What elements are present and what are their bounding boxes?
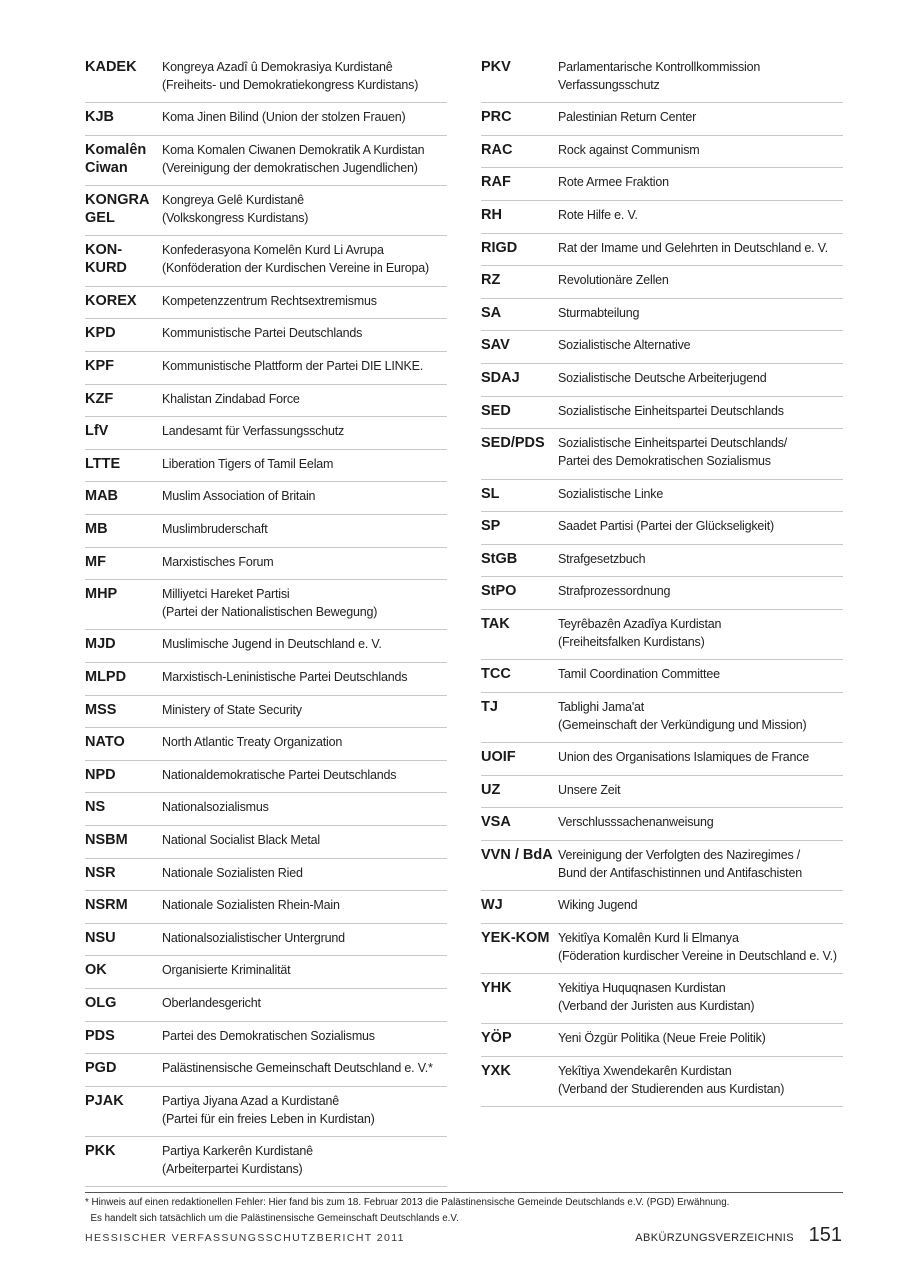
abbreviation: VVN / BdA xyxy=(481,846,553,863)
glossary-entry xyxy=(85,956,447,989)
abbreviation-definition: Koma Komalen Ciwanen Demokratik A Kurdistan (Vereinigung der demokratischen Jugendlichen) xyxy=(162,142,425,175)
abbreviation: MJD xyxy=(85,636,116,653)
abbreviation: SAV xyxy=(481,337,510,354)
abbreviation-definition: North Atlantic Treaty Organization xyxy=(162,735,343,750)
abbreviation: WJ xyxy=(481,897,503,914)
abbreviation-definition: Rote Hilfe e. V. xyxy=(558,208,638,223)
abbreviation: KON- KURD xyxy=(85,242,127,277)
abbreviation: NSBM xyxy=(85,831,128,848)
section-title: ABKÜRZUNGSVERZEICHNIS xyxy=(635,1232,794,1244)
abbreviation: YÖP xyxy=(481,1030,512,1047)
glossary-entry xyxy=(85,515,447,548)
abbreviation: TCC xyxy=(481,666,511,683)
glossary-entry xyxy=(481,693,843,743)
glossary-entry xyxy=(85,482,447,515)
abbreviation-definition: Marxistisch-Leninistische Partei Deutschlands xyxy=(162,670,408,685)
abbreviation-definition: Yekîtiya Xwendekarên Kurdistan (Verband der Studierenden aus Kurdistan) xyxy=(558,1063,785,1096)
abbreviation: UZ xyxy=(481,781,501,798)
glossary-entry xyxy=(481,743,843,776)
abbreviation-definition: Oberlandesgericht xyxy=(162,995,261,1010)
abbreviation-definition: Parlamentarische Kontrollkommission Verfassungsschutz xyxy=(558,60,761,92)
abbreviation-definition: Organisierte Kriminalität xyxy=(162,963,291,978)
abbreviation-definition: Union des Organisations Islamiques de France xyxy=(558,750,810,765)
abbreviation-definition: Rock against Communism xyxy=(558,142,700,157)
glossary-entry xyxy=(85,287,447,320)
abbreviation: OK xyxy=(85,962,107,979)
glossary-entry xyxy=(85,696,447,729)
glossary-entry xyxy=(481,234,843,267)
abbreviation: KPF xyxy=(85,357,114,374)
abbreviation: Komalên Ciwan xyxy=(85,141,147,176)
glossary-entry xyxy=(85,630,447,663)
abbreviation: MB xyxy=(85,520,108,537)
page-number: 151 xyxy=(808,1224,842,1246)
glossary-entry xyxy=(481,577,843,610)
abbreviation: RAC xyxy=(481,141,513,158)
abbreviation-definition: Koma Jinen Bilind (Union der stolzen Frauen) xyxy=(162,110,406,125)
abbreviation-definition: Muslim Association of Britain xyxy=(162,489,316,504)
footnote-rule xyxy=(85,1192,843,1193)
footnote-line: * Hinweis auf einen redaktionellen Fehler: Hier fand bis zum 18. Februar 2013 die Palästinensische Gemeinde Deutschlands e.V. (PGD) Erwähnung. xyxy=(85,1197,730,1208)
glossary-entry xyxy=(85,417,447,450)
glossary-entry xyxy=(85,924,447,957)
abbreviation-definition: Unsere Zeit xyxy=(558,782,621,797)
abbreviation-definition: Teyrêbazên Azadîya Kurdistan (Freiheitsfalken Kurdistans) xyxy=(558,616,722,649)
abbreviation: RIGD xyxy=(481,239,518,256)
glossary-entry xyxy=(481,397,843,430)
abbreviation-definition: Strafgesetzbuch xyxy=(558,551,646,566)
footnote xyxy=(85,1195,843,1227)
abbreviation-definition: Kongreya Azadî û Demokrasiya Kurdistanê (Freiheits- und Demokratiekongress Kurdistans) xyxy=(162,60,419,92)
abbreviation: YXK xyxy=(481,1062,511,1079)
abbreviation: TJ xyxy=(481,698,498,715)
glossary-entry xyxy=(481,891,843,924)
abbreviation-definition: Partiya Jiyana Azad a Kurdistanê (Partei für ein freies Leben in Kurdistan) xyxy=(162,1093,375,1126)
glossary-entry xyxy=(85,450,447,483)
glossary-entry xyxy=(481,201,843,234)
abbreviation: PRC xyxy=(481,109,512,126)
abbreviation: KPD xyxy=(85,325,116,342)
abbreviation: StGB xyxy=(481,550,518,567)
abbreviation-definition: Nationale Sozialisten Rhein-Main xyxy=(162,898,340,913)
abbreviation: SED xyxy=(481,402,511,419)
glossary-entry xyxy=(85,1137,447,1187)
abbreviation: KADEK xyxy=(85,59,137,75)
abbreviation-definition: Yeni Özgür Politika (Neue Freie Politik) xyxy=(558,1031,766,1046)
glossary-entry xyxy=(85,989,447,1022)
abbreviation-definition: Verschlusssachenanweisung xyxy=(558,815,714,830)
glossary-entry xyxy=(481,1057,843,1107)
glossary-entry xyxy=(85,761,447,794)
abbreviation-definition: Kongreya Gelê Kurdistanê (Volkskongress Kurdistans) xyxy=(162,193,309,226)
abbreviation: UOIF xyxy=(481,749,516,766)
glossary-entry xyxy=(481,364,843,397)
abbreviation-definition: Nationale Sozialisten Ried xyxy=(162,865,303,880)
glossary-entry xyxy=(85,53,447,103)
abbreviation: StPO xyxy=(481,583,517,600)
abbreviation: PKK xyxy=(85,1143,116,1160)
abbreviation-definition: Sozialistische Deutsche Arbeiterjugend xyxy=(558,371,767,386)
glossary-entry xyxy=(85,859,447,892)
abbreviation-definition: Kommunistische Partei Deutschlands xyxy=(162,326,363,341)
abbreviation: SED/PDS xyxy=(481,435,545,452)
abbreviation-definition: Marxistisches Forum xyxy=(162,554,274,569)
abbreviation-definition: Palästinensische Gemeinschaft Deutschland e. V.* xyxy=(162,1061,433,1076)
abbreviation-definition: Khalistan Zindabad Force xyxy=(162,391,300,406)
glossary-entry xyxy=(85,580,447,630)
glossary-entry xyxy=(481,808,843,841)
abbreviation-definition: Sozialistische Einheitspartei Deutschlands xyxy=(558,403,784,418)
footnote-line: Es handelt sich tatsächlich um die Palästinensische Gemeinschaft Deutschlands e.V. xyxy=(85,1213,459,1224)
glossary-entry xyxy=(481,53,843,103)
abbreviation-definition: Partiya Karkerên Kurdistanê (Arbeiterpartei Kurdistans) xyxy=(162,1144,313,1177)
abbreviation: KOREX xyxy=(85,292,137,309)
abbreviation: YHK xyxy=(481,980,512,997)
glossary-entry xyxy=(481,776,843,809)
abbreviation-definition: Yekitiya Huquqnasen Kurdistan (Verband der Juristen aus Kurdistan) xyxy=(558,981,755,1014)
abbreviation: LTTE xyxy=(85,455,121,472)
abbreviation: MF xyxy=(85,553,106,570)
abbreviation-definition: Sozialistische Alternative xyxy=(558,338,691,353)
glossary-entry xyxy=(85,385,447,418)
abbreviation: VSA xyxy=(481,814,511,831)
abbreviation: NSR xyxy=(85,864,116,881)
abbreviation: PJAK xyxy=(85,1092,124,1109)
abbreviation-definition: National Socialist Black Metal xyxy=(162,832,320,847)
abbreviation-definition: Saadet Partisi (Partei der Glückseligkeit) xyxy=(558,519,774,534)
abbreviation: PKV xyxy=(481,59,511,75)
glossary-entry xyxy=(85,663,447,696)
running-title: HESSISCHER VERFASSUNGSSCHUTZBERICHT 2011 xyxy=(85,1232,405,1244)
glossary-entry xyxy=(85,891,447,924)
abbreviation-definition: Nationaldemokratische Partei Deutschlands xyxy=(162,767,397,782)
abbreviation-definition: Partei des Demokratischen Sozialismus xyxy=(162,1028,375,1043)
abbreviation: KJB xyxy=(85,109,115,126)
glossary-entry xyxy=(85,728,447,761)
abbreviation: PGD xyxy=(85,1060,117,1077)
glossary-entry xyxy=(85,186,447,236)
abbreviation-definition: Sozialistische Einheitspartei Deutschlands/ Partei des Demokratischen Sozialismus xyxy=(558,436,788,469)
abbreviation: SP xyxy=(481,518,501,535)
glossary-entry xyxy=(481,299,843,332)
abbreviation-definition: Nationalsozialistischer Untergrund xyxy=(162,930,345,945)
abbreviation: PDS xyxy=(85,1027,115,1044)
abbreviation-definition: Liberation Tigers of Tamil Eelam xyxy=(162,456,334,471)
abbreviation: SA xyxy=(481,304,502,321)
abbreviation: SDAJ xyxy=(481,370,520,387)
glossary-entry xyxy=(481,429,843,479)
glossary-entry xyxy=(481,660,843,693)
glossary-entry xyxy=(481,924,843,974)
glossary-entry xyxy=(481,266,843,299)
glossary-entry xyxy=(85,236,447,286)
abbreviation-definition: Nationalsozialismus xyxy=(162,800,269,815)
abbreviation-definition: Vereinigung der Verfolgten des Naziregimes / Bund der Antifaschistinnen und Antifaschisten xyxy=(558,847,802,880)
right-column xyxy=(481,53,843,1107)
abbreviation: LfV xyxy=(85,423,109,440)
glossary-entry xyxy=(85,793,447,826)
glossary-entry xyxy=(85,136,447,186)
abbreviation: SL xyxy=(481,485,500,502)
abbreviation: MLPD xyxy=(85,669,127,686)
abbreviation-definition: Ministery of State Security xyxy=(162,702,302,717)
glossary-entry xyxy=(481,545,843,578)
abbreviation: RH xyxy=(481,207,502,224)
glossary-entry xyxy=(481,480,843,513)
abbreviation-definition: Tablighi Jama'at (Gemeinschaft der Verkündigung und Mission) xyxy=(558,699,807,732)
glossary-entry xyxy=(481,841,843,891)
glossary-entry xyxy=(85,319,447,352)
glossary-entry xyxy=(481,331,843,364)
abbreviation: NSRM xyxy=(85,897,128,914)
glossary-entry xyxy=(85,103,447,136)
abbreviation-definition: Revolutionäre Zellen xyxy=(558,273,669,288)
abbreviation-definition: Muslimische Jugend in Deutschland e. V. xyxy=(162,637,382,652)
abbreviation: YEK-KOM xyxy=(481,929,550,946)
abbreviation: MAB xyxy=(85,488,119,505)
abbreviation-definition: Konfederasyona Komelên Kurd Li Avrupa (Konföderation der Kurdischen Vereine in Europa) xyxy=(162,243,429,276)
abbreviation-definition: Kompetenzzentrum Rechtsextremismus xyxy=(162,293,377,308)
abbreviation: NSU xyxy=(85,929,116,946)
abbreviation-definition: Kommunistische Plattform der Partei DIE LINKE. xyxy=(162,358,424,373)
abbreviation-definition: Yekitîya Komalên Kurd li Elmanya (Föderation kurdischer Vereine in Deutschland e. V.) xyxy=(558,930,837,963)
glossary-entry xyxy=(481,103,843,136)
glossary-entry xyxy=(85,352,447,385)
glossary-entry xyxy=(481,168,843,201)
abbreviation: TAK xyxy=(481,615,510,632)
abbreviation: KONGRA GEL xyxy=(85,192,150,227)
glossary-entry xyxy=(481,610,843,660)
abbreviation: NATO xyxy=(85,734,125,751)
abbreviation-definition: Rote Armee Fraktion xyxy=(558,175,669,190)
abbreviation-definition: Muslimbruderschaft xyxy=(162,521,268,536)
abbreviation: MHP xyxy=(85,586,118,603)
abbreviation-definition: Sozialistische Linke xyxy=(558,486,664,501)
glossary-entry xyxy=(481,136,843,169)
abbreviation: NS xyxy=(85,799,106,816)
glossary-entry xyxy=(85,1054,447,1087)
abbreviation-definition: Sturmabteilung xyxy=(558,305,640,320)
abbreviation-definition: Palestinian Return Center xyxy=(558,110,697,125)
glossary-entry xyxy=(481,1024,843,1057)
glossary-entry xyxy=(481,512,843,545)
left-column xyxy=(85,53,447,1187)
abbreviation: NPD xyxy=(85,766,116,783)
abbreviation-definition: Rat der Imame und Gelehrten in Deutschland e. V. xyxy=(558,240,828,255)
abbreviation-definition: Strafprozessordnung xyxy=(558,584,671,599)
abbreviation-definition: Milliyetci Hareket Partisi (Partei der Nationalistischen Bewegung) xyxy=(162,587,378,620)
abbreviation-definition: Tamil Coordination Committee xyxy=(558,667,720,682)
abbreviation: RAF xyxy=(481,174,511,191)
glossary-entry xyxy=(85,826,447,859)
glossary-entry xyxy=(85,548,447,581)
abbreviation: OLG xyxy=(85,994,117,1011)
abbreviation-definition: Landesamt für Verfassungsschutz xyxy=(162,424,345,439)
glossary-entry xyxy=(481,974,843,1024)
abbreviation-definition: Wiking Jugend xyxy=(558,898,638,913)
abbreviation: MSS xyxy=(85,701,117,718)
glossary-entry xyxy=(85,1022,447,1055)
glossary-entry xyxy=(85,1087,447,1137)
abbreviation: KZF xyxy=(85,390,114,407)
abbreviation: RZ xyxy=(481,272,501,289)
